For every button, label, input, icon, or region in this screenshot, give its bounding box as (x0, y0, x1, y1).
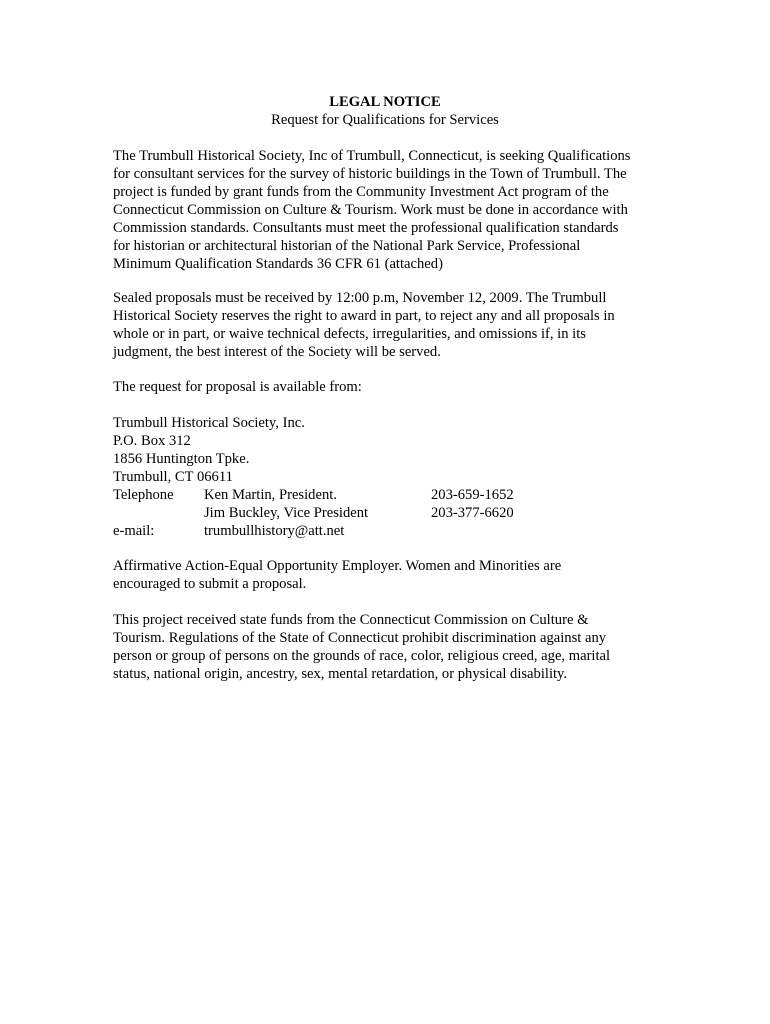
text-line: The request for proposal is available from: (113, 379, 362, 395)
notice-subtitle: Request for Qualifications for Services (271, 112, 499, 128)
president-phone: 203-659-1652 (431, 487, 514, 503)
text-line: status, national origin, ancestry, sex, mental retardation, or physical disability. (113, 666, 568, 682)
text-line: Affirmative Action-Equal Opportunity Employer. Women and Minorities are (113, 558, 562, 574)
contact-row-president (113, 486, 673, 504)
text-line: whole or in part, or waive technical defects, irregularities, and omissions if, in its (113, 326, 586, 342)
text-line: for consultant services for the survey of historic buildings in the Town of Trumbull. The (113, 166, 627, 182)
notice-title: LEGAL NOTICE (329, 94, 441, 110)
text-line: Sealed proposals must be received by 12:00 p.m, November 12, 2009. The Trumbull (113, 290, 607, 306)
text-line: for historian or architectural historian of the National Park Service, Professional (113, 238, 581, 254)
text-line: person or group of persons on the grounds of race, color, religious creed, age, marital (113, 648, 611, 664)
text-line: Historical Society reserves the right to award in part, to reject any and all proposals in (113, 308, 615, 324)
state-funds-paragraph (113, 611, 673, 683)
address-street: 1856 Huntington Tpke. (113, 451, 250, 467)
address-city: Trumbull, CT 06611 (113, 469, 233, 485)
affirmative-action-paragraph (113, 557, 673, 593)
availability-paragraph (113, 378, 673, 396)
text-line: encouraged to submit a proposal. (113, 576, 307, 592)
president-name: Ken Martin, President. (204, 487, 337, 503)
text-line: Minimum Qualification Standards 36 CFR 61 (attached) (113, 256, 443, 272)
contact-row-vice-president (113, 504, 673, 522)
text-line: Commission standards. Consultants must meet the professional qualification standards (113, 220, 619, 236)
text-line: This project received state funds from the Connecticut Commission on Culture & (113, 612, 589, 628)
address-block (113, 414, 673, 540)
text-line: judgment, the best interest of the Society will be served. (113, 344, 441, 360)
address-po-box: P.O. Box 312 (113, 433, 191, 449)
vice-president-name: Jim Buckley, Vice President (204, 505, 369, 521)
sealed-proposals-paragraph (113, 289, 673, 361)
intro-paragraph (113, 147, 673, 273)
address-org: Trumbull Historical Society, Inc. (113, 415, 305, 431)
telephone-label: Telephone (113, 487, 174, 503)
contact-row-email (113, 522, 673, 540)
email-label: e-mail: (113, 523, 155, 539)
email-address: trumbullhistory@att.net (204, 523, 345, 539)
text-line: The Trumbull Historical Society, Inc of Trumbull, Connecticut, is seeking Qualifications (113, 148, 631, 164)
vice-president-phone: 203-377-6620 (431, 505, 514, 521)
text-line: Tourism. Regulations of the State of Connecticut prohibit discrimination against any (113, 630, 607, 646)
text-line: Connecticut Commission on Culture & Tourism. Work must be done in accordance with (113, 202, 628, 218)
text-line: project is funded by grant funds from the Community Investment Act program of the (113, 184, 609, 200)
